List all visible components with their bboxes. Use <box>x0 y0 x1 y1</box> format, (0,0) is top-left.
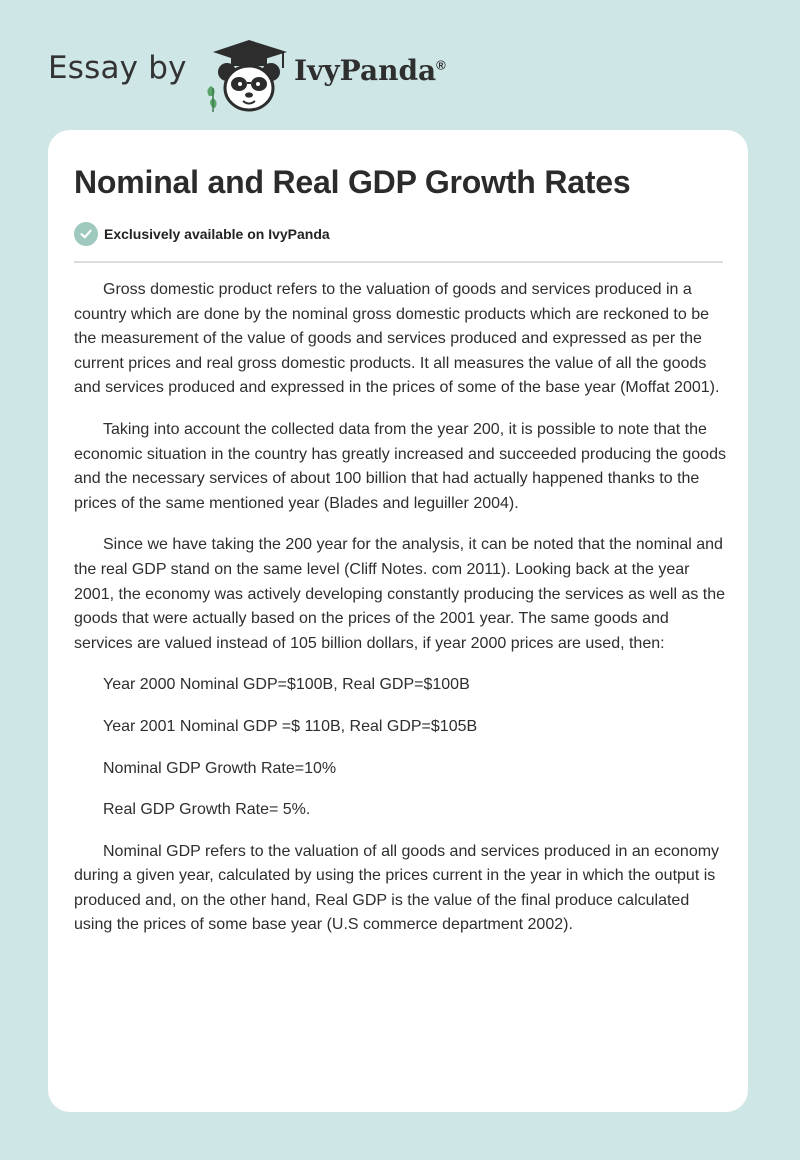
check-icon <box>74 222 98 246</box>
registered-mark: ® <box>436 57 446 73</box>
gdp-line: Nominal GDP Growth Rate=10% <box>103 759 337 777</box>
site-header <box>48 28 548 112</box>
gdp-line: Year 2000 Nominal GDP=$100B, Real GDP=$100B <box>103 676 470 694</box>
brand-name: IvyPanda <box>294 54 437 87</box>
paragraph: Gross domestic product refers to the valuation of goods and services produced in a country which are done by the nominal gross domestic products which are reckoned to be the measurement of the value of goods and services produced and expressed as per the current prices and real gross domestic products. It all measures the value of all the goods and services produced and expressed in the prices of some of the base year (Moffat 2001). <box>74 281 720 397</box>
ivypanda-brand[interactable] <box>294 54 446 87</box>
exclusive-badge <box>74 222 330 246</box>
essay-card <box>48 130 748 1112</box>
paragraph: Taking into account the collected data from the year 200, it is possible to note that the economic situation in the country has greatly increased and succeeded producing the goods and the necessary services of about 100 billion that had actually happened thanks to the prices of the same mentioned year (Blades and leguiller 2004). <box>74 420 726 512</box>
divider <box>74 261 723 263</box>
page-title: Nominal and Real GDP Growth Rates <box>74 164 631 200</box>
essay-body <box>74 278 726 955</box>
gdp-line: Year 2001 Nominal GDP =$ 110B, Real GDP=$105B <box>103 717 478 735</box>
paragraph: Since we have taking the 200 year for the analysis, it can be noted that the nominal and the real GDP stand on the same level (Cliff Notes. com 2011). Looking back at the year 2001, the economy was actively developing constantly producing the services as well as the goods that were actually based on the prices of the 2001 year. The same goods and services are valued instead of 105 billion dollars, if year 2000 prices are used, then: <box>74 536 726 652</box>
paragraph: Nominal GDP refers to the valuation of all goods and services produced in an economy during a given year, calculated by using the prices current in the year in which the output is produced and, on the other hand, Real GDP is the value of the final produce calculated using the prices of some base year (U.S commerce department 2002). <box>74 842 720 934</box>
essay-by-label: Essay by <box>48 50 187 86</box>
ivypanda-logo-icon[interactable] <box>203 36 289 114</box>
gdp-line: Real GDP Growth Rate= 5%. <box>103 801 311 819</box>
exclusive-badge-label: Exclusively available on IvyPanda <box>104 226 330 242</box>
